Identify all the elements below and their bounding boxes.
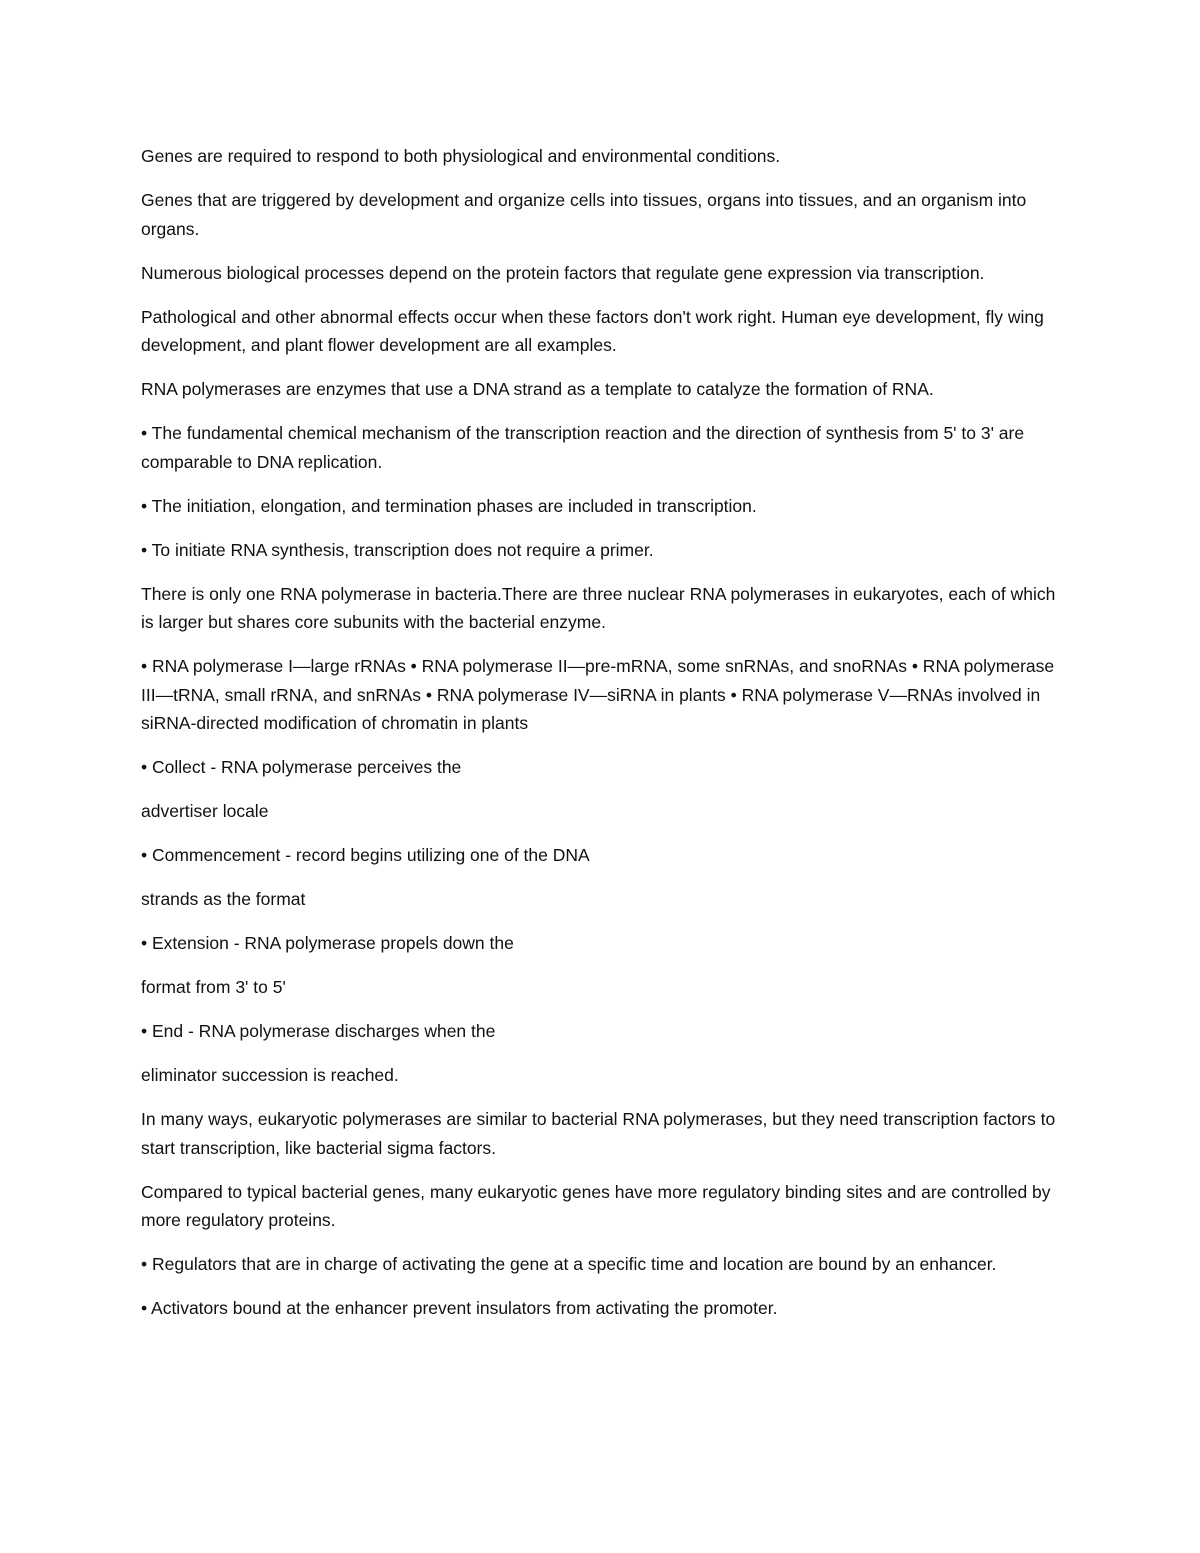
bullet-paragraph: • Activators bound at the enhancer prevent insulators from activating the promoter.: [141, 1298, 778, 1318]
paragraph: RNA polymerases are enzymes that use a DNA strand as a template to catalyze the formation of RNA.: [141, 379, 934, 399]
bullet-paragraph: • Commencement - record begins utilizing one of the DNA: [141, 845, 590, 865]
paragraph: eliminator succession is reached.: [141, 1065, 399, 1085]
bullet-paragraph: • Collect - RNA polymerase perceives the: [141, 757, 462, 777]
bullet-paragraph: • End - RNA polymerase discharges when the: [141, 1021, 496, 1041]
paragraph: Pathological and other abnormal effects occur when these factors don't work right. Human eye development, fly wing development, and plant flower development are all examples.: [141, 306, 1044, 355]
bullet-paragraph: • To initiate RNA synthesis, transcription does not require a primer.: [141, 539, 654, 560]
bullet-paragraph: • The initiation, elongation, and termination phases are included in transcription.: [141, 495, 757, 516]
paragraph: Compared to typical bacterial genes, many eukaryotic genes have more regulatory binding sites and are controlled by more regulatory proteins.: [141, 1181, 1051, 1230]
bullet-paragraph: • Regulators that are in charge of activating the gene at a specific time and location are bound by an enhancer.: [141, 1254, 997, 1274]
paragraph: Numerous biological processes depend on the protein factors that regulate gene expression via transcription.: [141, 262, 985, 283]
paragraph: strands as the format: [141, 889, 306, 909]
paragraph: format from 3' to 5': [141, 977, 286, 997]
paragraph: In many ways, eukaryotic polymerases are similar to bacterial RNA polymerases, but they need transcription factors to start transcription, like bacterial sigma factors.: [141, 1109, 1056, 1158]
document-body: [141, 142, 1061, 1338]
paragraph: Genes are required to respond to both physiological and environmental conditions.: [141, 146, 781, 166]
bullet-paragraph: • The fundamental chemical mechanism of the transcription reaction and the direction of synthesis from 5' to 3' are comparable to DNA replication.: [141, 423, 1025, 472]
paragraph: advertiser locale: [141, 801, 269, 821]
paragraph: Genes that are triggered by development and organize cells into tissues, organs into tissues, and an organism into organs.: [141, 190, 1027, 239]
paragraph: There is only one RNA polymerase in bacteria.There are three nuclear RNA polymerases in eukaryotes, each of which is larger but shares core subunits with the bacterial enzyme.: [141, 583, 1056, 632]
bullet-paragraph: • RNA polymerase I—large rRNAs • RNA polymerase II—pre-mRNA, some snRNAs, and snoRNAs • RNA polymerase III—tRNA, small rRNA, and snRNAs • RNA polymerase IV—siRNA in plants • RNA polymerase V—RNAs involved in siRNA-directed modification of chromatin in plants: [141, 656, 1055, 733]
bullet-paragraph: • Extension - RNA polymerase propels down the: [141, 933, 514, 953]
